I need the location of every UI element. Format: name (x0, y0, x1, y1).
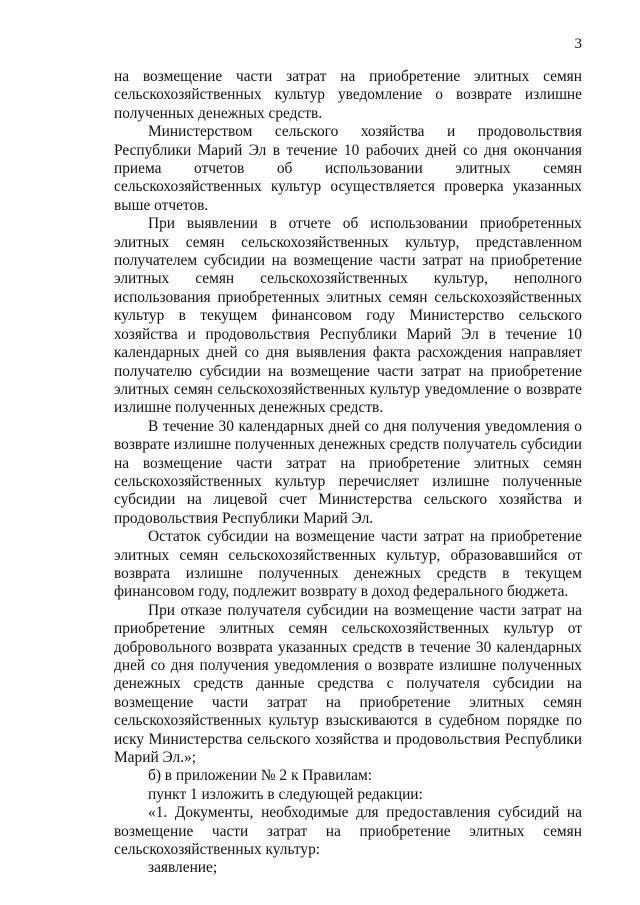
page-number: 3 (574, 36, 582, 52)
paragraph-appendix-2: б) в приложении № 2 к Правилам: (148, 767, 372, 785)
paragraph-refund-term: В течение 30 календарных дней со дня получения уведомления о возврате излишне полученных денежных средств получатель субсидии на возмещение части затрат на приобретение элитных семян сельскохозяйственных культур перечисляет излишне полученные субсидии на лицевой счет Министерства сельского хозяйства и продовольствия Республики Марий Эл. (114, 417, 582, 527)
paragraph-incomplete-use: При выявлении в отчете об использовании приобретенных элитных семян сельскохозяйственных культур, представленном получателем субсидии на возмещение части затрат на приобретение элитных семян сельскохозяйственных культур, неполного использования приобретенных элитных семян сельскохозяйственных культур в текущем финансовом году Министерство сельского хозяйства и продовольствия Республики Марий Эл в течение 10 календарных дней со дня выявления факта расхождения направляет получателю субсидии на возмещение части затрат на приобретение элитных семян сельскохозяйственных культур уведомление о возврате излишне полученных денежных средств. (114, 215, 582, 417)
paragraph-refusal: При отказе получателя субсидии на возмещение части затрат на приобретение элитных семян сельскохозяйственных культур от добровольного возврата указанных средств в течение 30 календарных дней со дня получения уведомления о возврате излишне полученных денежных средств данные средства с получателя субсидии на возмещение части затрат на приобретение элитных семян сельскохозяйственных культур взыскиваются в судебном порядке по иску Министерства сельского хозяйства и продовольствия Республики Марий Эл.»; (114, 601, 582, 767)
paragraph-verification: Министерством сельского хозяйства и продовольствия Республики Марий Эл в течение 10 рабочих дней со дня окончания приема отчетов об использовании элитных семян сельскохозяйственных культур осуществляется проверка указанных выше отчетов. (114, 123, 582, 214)
paragraph-application: заявление; (148, 859, 218, 877)
paragraph-item-1: пункт 1 изложить в следующей редакции: (148, 785, 423, 803)
paragraph-documents: «1. Документы, необходимые для предоставления субсидий на возмещение части затрат на приобретение элитных семян сельскохозяйственных культур: (114, 804, 582, 859)
paragraph-continuation: на возмещение части затрат на приобретение элитных семян сельскохозяйственных культур уведомление о возврате излишне полученных денежных средств. (114, 68, 582, 122)
document-body (114, 68, 582, 878)
paragraph-subsidy-remainder: Остаток субсидии на возмещение части затрат на приобретение элитных семян сельскохозяйственных культур, образовавшийся от возврата излишне полученных денежных средств в текущем финансовом году, подлежит возврату в доход федерального бюджета. (114, 528, 582, 601)
